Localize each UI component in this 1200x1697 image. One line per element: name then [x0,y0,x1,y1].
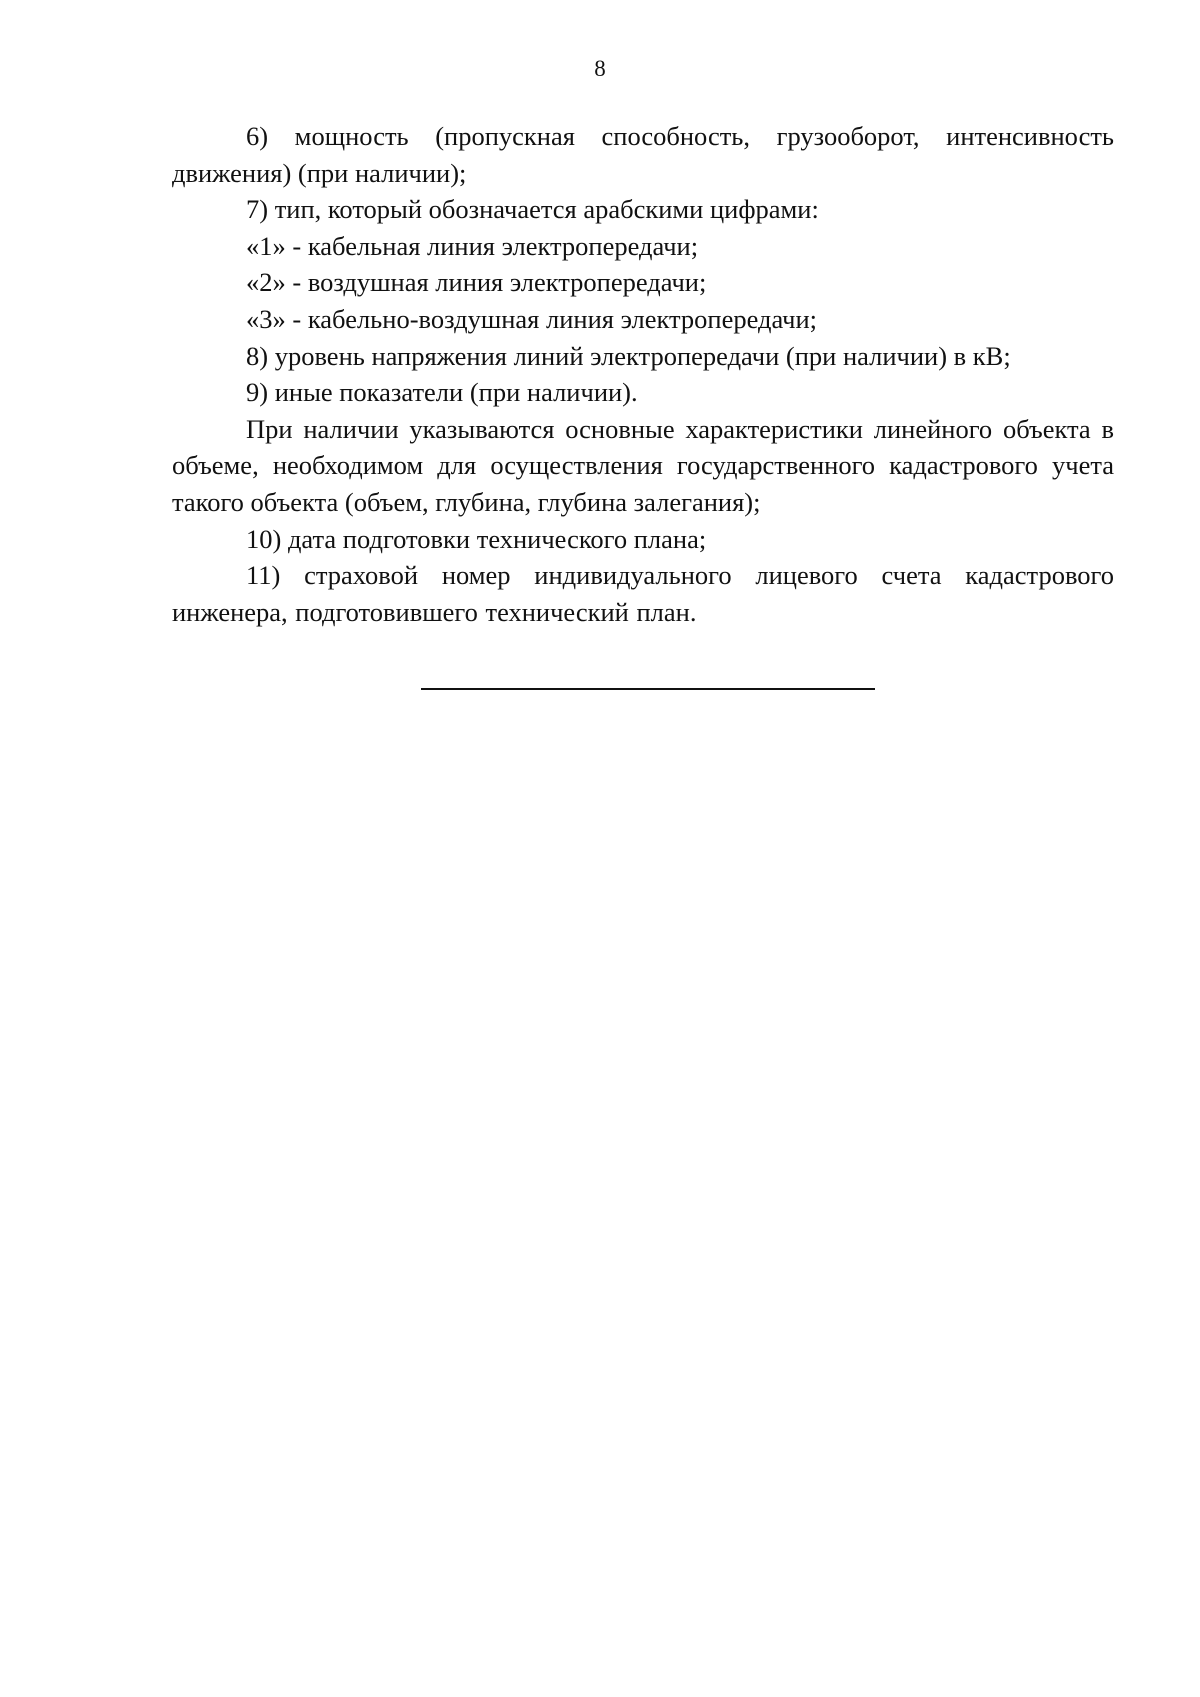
paragraph-item-8: 8) уровень напряжения линий электропередачи (при наличии) в кВ; [246,340,1011,371]
closing-divider-line [421,688,875,690]
paragraph-type-2: «2» - воздушная линия электропередачи; [246,267,707,298]
paragraph-characteristics: При наличии указываются основные характеристики линейного объекта в объеме, необходимом для осуществления государственного кадастрового учета такого объекта (объем, глубина, глубина залегания); [172,413,1114,517]
paragraph-type-3: «3» - кабельно-воздушная линия электропередачи; [246,303,818,334]
paragraph-item-11: 11) страховой номер индивидуального лицевого счета кадастрового инженера, подготовившего технический план. [172,560,1114,627]
paragraph-item-10: 10) дата подготовки технического плана; [246,523,707,554]
page-number: 8 [594,56,606,81]
paragraph-item-7: 7) тип, который обозначается арабскими цифрами: [246,194,819,225]
document-body [172,118,1114,630]
paragraph-item-9: 9) иные показатели (при наличии). [246,377,638,408]
paragraph-item-6: 6) мощность (пропускная способность, грузооборот, интенсивность движения) (при наличии); [172,121,1114,188]
paragraph-type-1: «1» - кабельная линия электропередачи; [246,230,699,261]
